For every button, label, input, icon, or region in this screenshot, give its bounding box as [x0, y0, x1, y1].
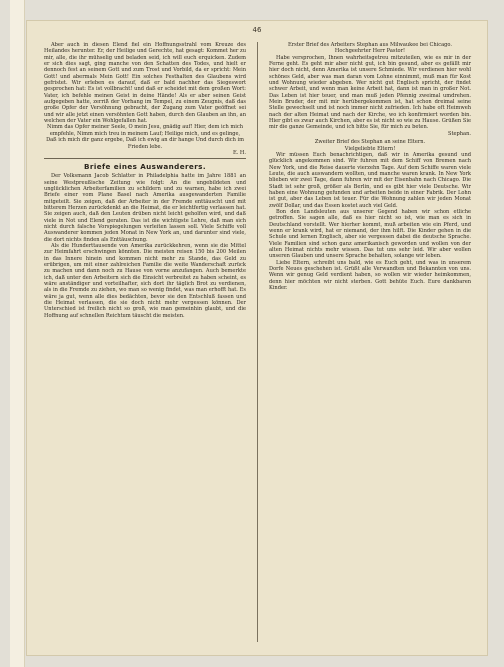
centered-line: Erster Brief des Arbeiters Stephan aus Milwaukee bei Chicago.: [287, 42, 452, 48]
paragraph: Habe versprochen, Ihnen wahrheitsgetreu mitzuteilen, wie es mir in der Ferne geht. Es geht mir aber nicht gut, ich bin gesund, aber es gefällt mir hier doch nicht, denn Amerika ist unsere Schmiede. Wir verdienen hier wohl schönes Geld, aber was man daran vom Lohne einnimmt, muß man für Kost und Wohnung wieder abgeben. Wer nicht gut Englisch spricht, der findet schwer Arbeit, und wenn man keine Arbeit hat, dann ist man in großer Not. Das Leben ist hier teuer, und man muß jeden Pfennig zweimal umdrehen. Mein Bruder, der mit mir herübergekommen ist, hat schon dreimal seine Stelle gewechselt und ist noch immer nicht zufrieden. Ich habe oft Heimweh nach der alten Heimat und nach der Kirche, wo ich konfirmiert worden bin. Hier gibt es zwar auch Kirchen, aber es ist nicht so wie zu Hause. Grüßen Sie mir die ganze Gemeinde, und ich bitte Sie, für mich zu beten.: [269, 54, 471, 131]
newspaper-page: [26, 20, 488, 656]
left-column: [44, 42, 246, 319]
section-rule: [44, 158, 246, 159]
centered-line: Vielgeliebte Eltern!: [344, 145, 396, 152]
column-divider: [257, 42, 258, 642]
right-column: [269, 42, 471, 291]
centered-line: Hochgeehrter Herr Pastor!: [334, 48, 406, 55]
paragraph: Liebe Eltern, schreibt uns bald, wie es Euch geht, und was in unserem Dorfe Neues geschehen ist. Grüßt alle Verwandten und Bekannten von uns. Wenn wir genug Geld verdient haben, so wollen wir wieder heimkommen, denn hier möchten wir nicht sterben. Gott behüte Euch. Eure dankbaren Kinder.: [269, 259, 471, 292]
scan-edge: [10, 0, 25, 667]
page-number: 46: [252, 26, 262, 34]
paragraph: Der Volksmann Jacob Schlatter in Philadelphia hatte im Jahre 1881 an seine Westpreußische Zeitung wie folgt: An die ungebildeten und unglücklichen Arbeiterfamilien zu schildern und zu warnen, habe ich zwei Briefe einer vom Plane Basel nach Amerika ausgewanderten Familie mitgeteilt. Sie zeigen, daß der Arbeiter in der Fremde enttäuscht und mit bitterem Herzen zurückdenkt an die Heimat, die er leichtfertig verlassen hat. Sie zeigen auch, daß den Leuten drüben nicht leicht geholfen wird, und daß viele in Not und Elend geraten. Das ist die wichtigste Lehre, daß man sich nicht durch falsche Vorspiegelungen verleiten lassen soll. Viele Schiffe voll Auswanderer kommen jeden Monat in New York an, und darunter sind viele, die dort nichts finden als Enttäuschung.: [44, 173, 246, 243]
paragraph: Aber auch in diesen Elend fiel ein Hoffnungsstrahl vom Kreuze des Heilandes herunter. Er, der Heilige und Gerechte, hat gesagt: Kommet her zu mir, alle, die ihr mühselig und beladen seid, ich will euch erquicken. Zudem er sich dies sagt, ging manche von den Schatten des Todes, und hielt er dennoch fest an seinem Gott und zum Trost und Vorbild, da er spricht: Mein Gott! und abermals Mein Gott! Ein solches Festhalten des Glaubens wird gefristet. Wir erleben es darauf, daß er bald nachher das Siegeswort gesprochen hat: Es ist vollbracht! und daß er scheidet mit dem großen Wort: Vater, ich befehle meinen Geist in deine Hände! Als er aber seinen Geist aufgegeben hatte, zerriß der Vorhang im Tempel, zu einem Zeugnis, daß das große Opfer der Versöhnung gebracht, der Zugang zum Vater geöffnet sei und wir alle jetzt einen versöhnten Gott haben, durch den Glauben an ihn, an welchen der Vater ein Wohlgefallen hat.: [44, 42, 246, 125]
signature: E. H.: [232, 149, 246, 156]
signature: Stephan.: [447, 130, 471, 137]
paragraph: Als die Hunderttausende von Amerika zurückkehren, wenn sie die Mittel zur Heimfahrt erschwingen könnten. Die meisten reisen 150 bis 200 Meilen in das Innere hinein und kommen nicht mehr zu Stande, das Geld zu erübrigen, um mit einer zahlreichen Familie die weite Wanderschaft zurück zu machen und dann noch zu Hause von vorne anzufangen. Auch bemerkte ich, daß unter den Arbeitern sich die Einsicht verbreitet zu haben scheint, es wäre anständiger und vorteilhafter, sich dort ihr täglich Brot zu verdienen, als in die Fremde zu ziehen, wo man so wenig findet, was man erhofft hat. Es wäre ja gut, wenn alle dies bedächten, bevor sie den Entschluß fassen und die Heimat verlassen, die sie doch nicht mehr vergessen können. Der Unterschied ist freilich nicht so groß, wie man gemeinhin glaubt, und die Hoffnung auf schnellen Reichtum täuscht die meisten.: [44, 242, 246, 319]
paragraph: Bon den Landsleuten aus unserer Gegend haben wir schon etliche getroffen. Sie sagen alle, daß es hier nicht so ist, wie man es sich in Deutschland vorstellt. Wer hierher kommt, muß arbeiten wie ein Pferd, und wenn er krank wird, hat er niemand, der ihm hilft. Die Kinder gehen in die Schule und lernen Englisch, aber sie vergessen dabei die deutsche Sprache. Viele Familien sind schon ganz amerikanisch geworden und wollen von der alten Heimat nichts mehr wissen. Das tut uns sehr leid. Wir aber wollen unseren Glauben und unsere Sprache behalten, solange wir leben.: [269, 208, 471, 260]
paragraph: Wir müssen Euch benachrichtigen, daß wir in Amerika gesund und glücklich angekommen sind. Wir fuhren mit dem Schiff von Bremen nach New York, und die Reise dauerte vierzehn Tage. Auf dem Schiffe waren viele Leute, die auch auswandern wollten, und manche waren krank. In New York blieben wir zwei Tage, dann fuhren wir mit der Eisenbahn nach Chicago. Die Stadt ist sehr groß, größer als Berlin, und es gibt hier viele Deutsche. Wir haben eine Wohnung gefunden und arbeiten beide in einer Fabrik. Der Lohn ist gut, aber das Leben ist teuer. Für die Wohnung zahlen wir jeden Monat zwölf Dollar, und das Essen kostet auch viel Geld.: [269, 151, 471, 209]
centered-line: Zweiter Brief des Stephan an seine Eltern.: [314, 139, 426, 146]
centered-line: Nimm das Opfer meiner Seele, O mein Jesu, gnädig auf! Hier, dem ich mich empfehle, Nimm mich treu in meinem Lauf; Heilige mich, und es gelinge, Daß ich mich dir ganz ergebe, Daß ich ewig an dir hange Und durch dich im Frieden lebe.: [46, 124, 244, 150]
section-heading: Briefe eines Auswanderers.: [84, 162, 206, 172]
